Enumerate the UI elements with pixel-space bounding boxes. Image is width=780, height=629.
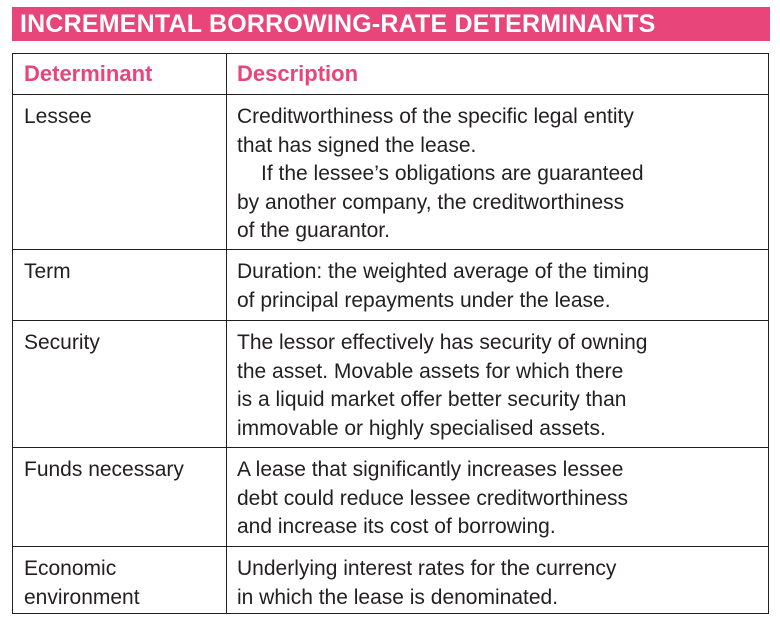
row-term-determinant <box>24 258 71 287</box>
row-divider <box>13 249 768 250</box>
determinant-text: Funds necessary <box>24 458 184 481</box>
row-divider <box>13 447 768 448</box>
header-divider <box>13 94 768 95</box>
header-determinant: Determinant <box>24 61 153 86</box>
description-line: of the guarantor. <box>237 219 390 242</box>
description-line: A lease that significantly increases lessee <box>237 458 624 481</box>
row-divider <box>13 320 768 321</box>
row-funds-determinant <box>24 456 184 485</box>
row-lessee-determinant <box>24 103 92 132</box>
description-line: Creditworthiness of the specific legal entity <box>237 105 634 128</box>
description-line: If the lessee’s obligations are guaranteed <box>261 162 644 185</box>
description-line: and increase its cost of borrowing. <box>237 515 556 538</box>
determinant-text: Security <box>24 331 100 354</box>
row-divider <box>13 546 768 547</box>
description-line: by another company, the creditworthiness <box>237 190 625 214</box>
description-line: in which the lease is denominated. <box>237 585 559 609</box>
determinant-text: Lessee <box>24 105 92 128</box>
description-line: the asset. Movable assets for which there <box>237 359 624 383</box>
row-term-description <box>237 258 649 315</box>
determinant-text: Economic <box>24 557 117 580</box>
row-funds-description <box>237 456 628 542</box>
determinants-table <box>12 53 769 614</box>
row-economic-description <box>237 555 616 612</box>
determinant-text: Term <box>24 260 71 283</box>
description-line: immovable or highly specialised assets. <box>237 416 606 440</box>
row-economic-determinant <box>24 555 140 612</box>
row-security-determinant <box>24 329 100 358</box>
description-line: Duration: the weighted average of the timing <box>237 260 650 283</box>
description-line: debt could reduce lessee creditworthiness <box>237 486 629 510</box>
description-line: is a liquid market offer better security than <box>237 388 627 411</box>
description-line: that has signed the lease. <box>237 133 477 157</box>
determinant-text: environment <box>24 585 140 609</box>
page-title: INCREMENTAL BORROWING-RATE DETERMINANTS <box>20 10 656 38</box>
row-lessee-description <box>237 103 644 246</box>
description-line: Underlying interest rates for the currency <box>237 557 617 580</box>
row-security-description <box>237 329 647 443</box>
title-bar <box>12 7 770 41</box>
description-line: The lessor effectively has security of owning <box>237 331 648 354</box>
column-divider <box>226 54 227 613</box>
header-description: Description <box>237 61 359 86</box>
description-line: of principal repayments under the lease. <box>237 288 611 312</box>
